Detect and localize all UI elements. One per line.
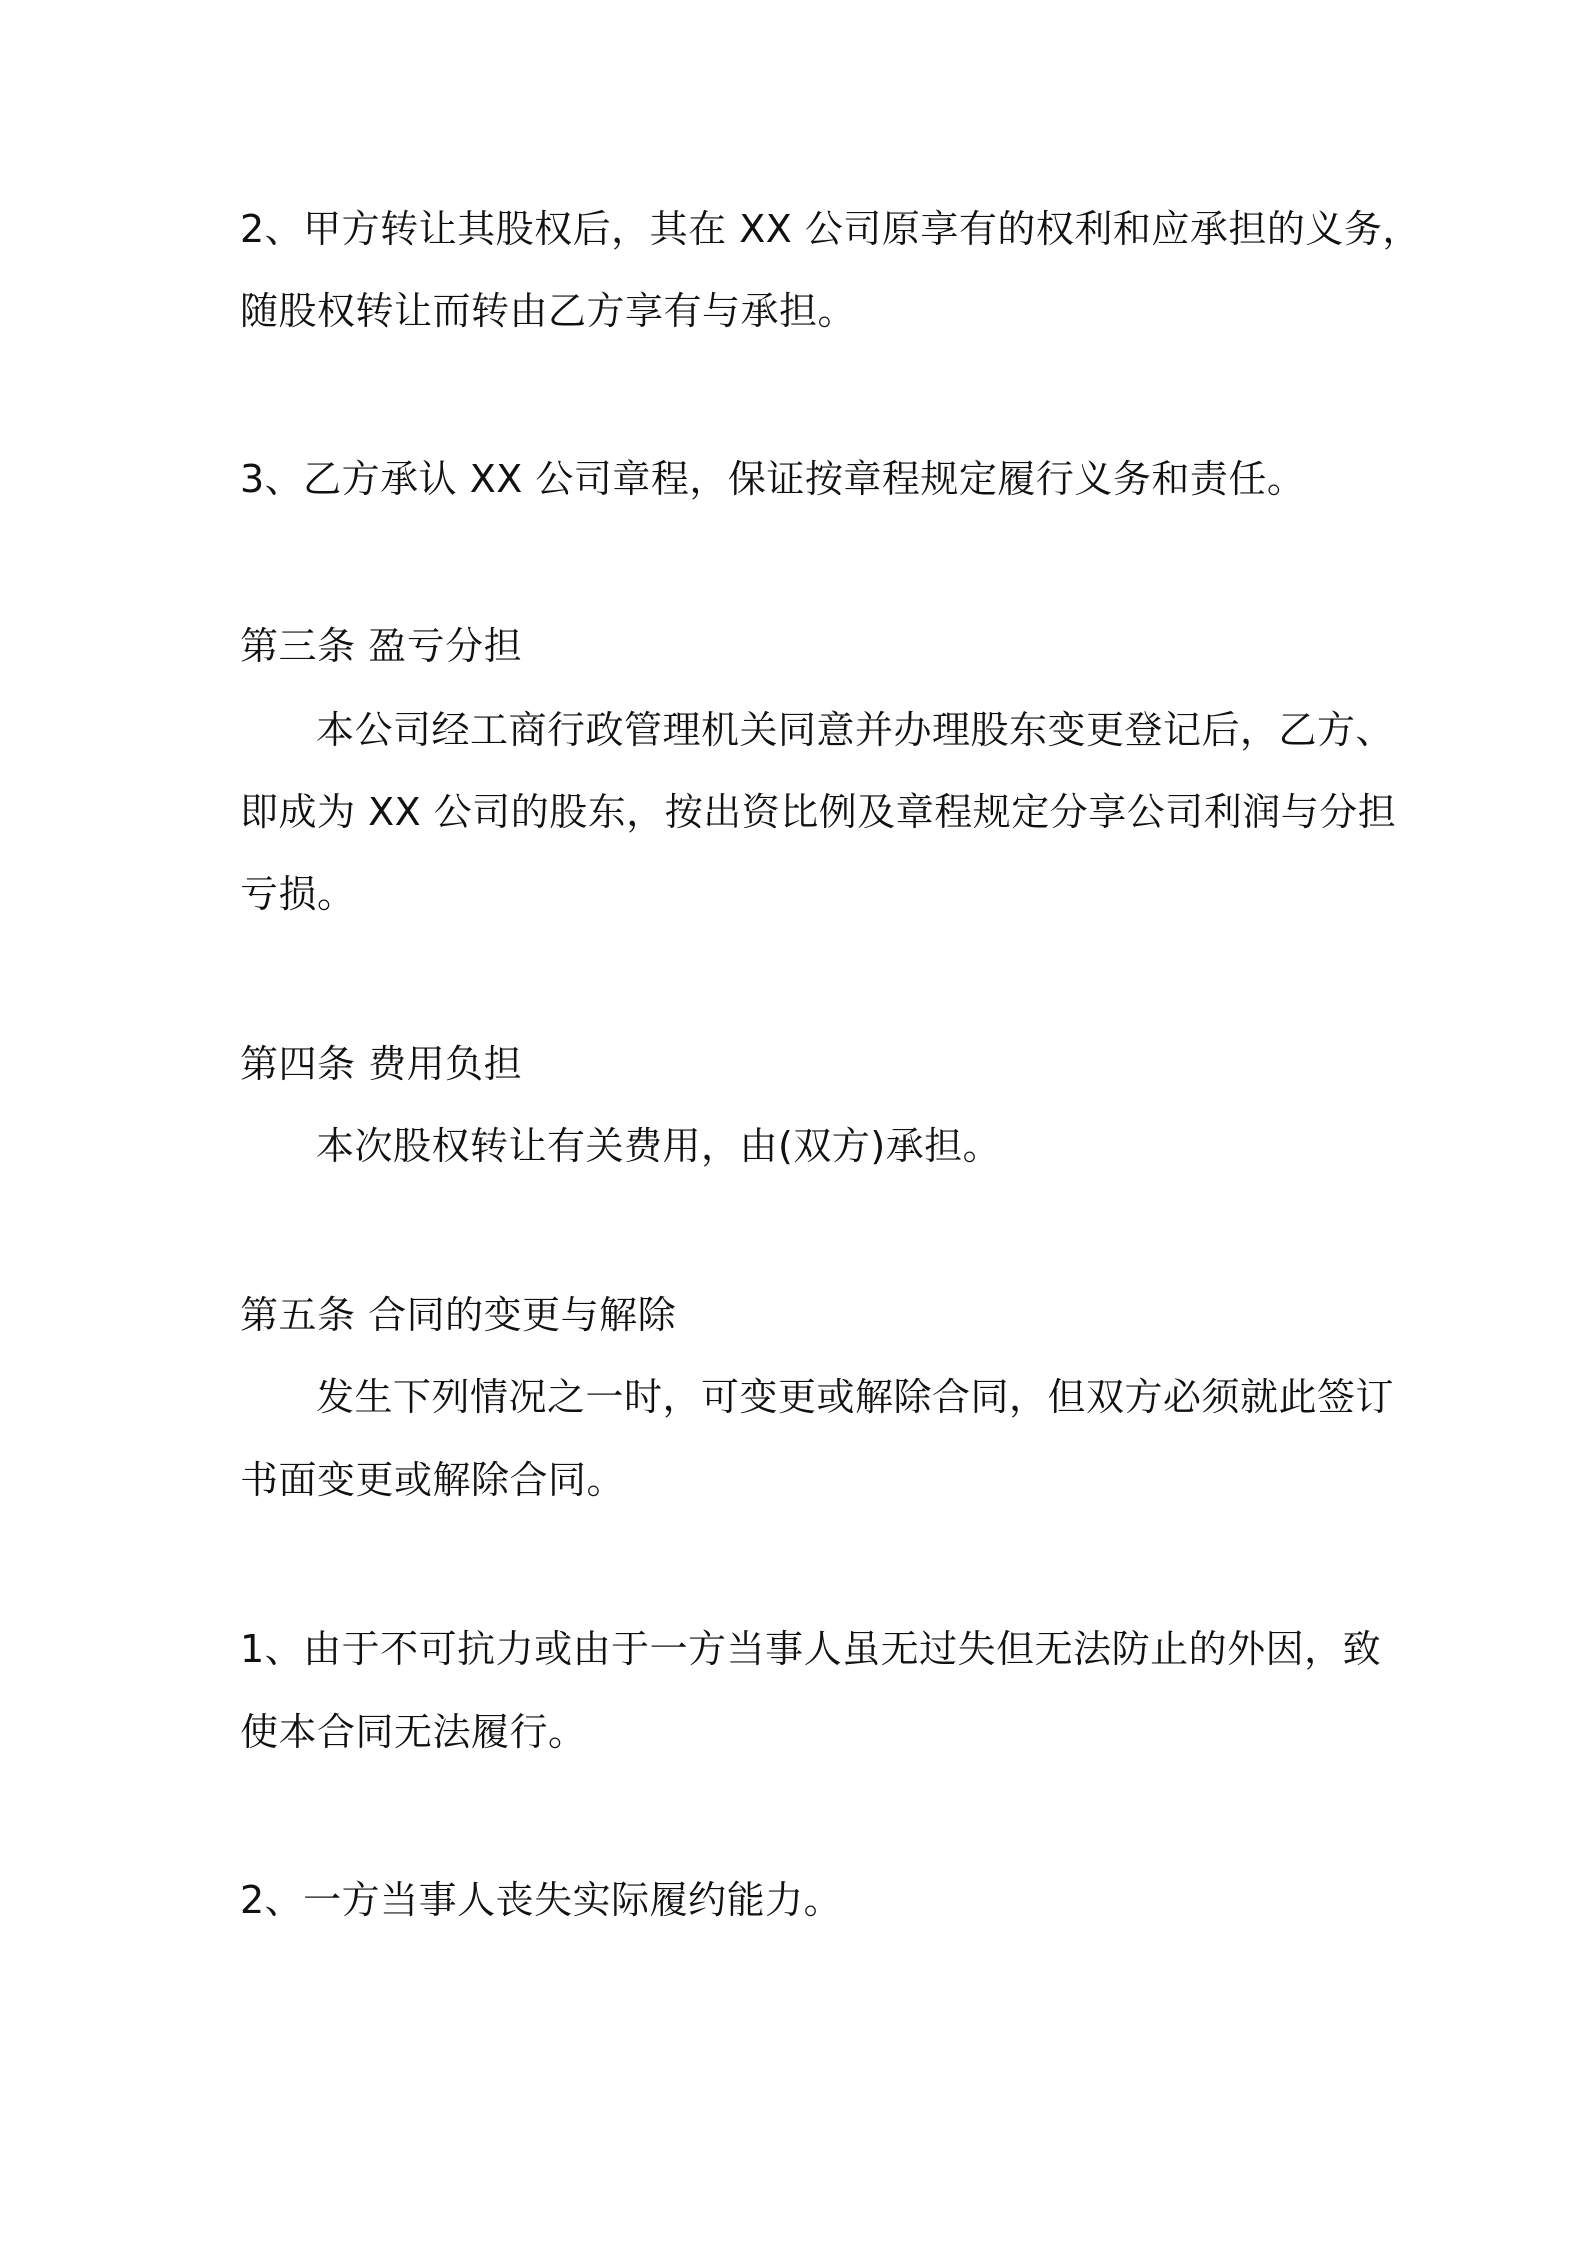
article-3-line-2: 即成为 XX 公司的股东，按出资比例及章程规定分享公司利润与分担: [240, 790, 1397, 834]
article-5-heading: 第五条 合同的变更与解除: [240, 1293, 677, 1337]
article-4-line-1: 本次股权转让有关费用，由(双方)承担。: [316, 1124, 1002, 1168]
article-5-line-2: 书面变更或解除合同。: [240, 1458, 626, 1502]
article-5-item-1-line-1: 1、由于不可抗力或由于一方当事人虽无过失但无法防止的外因，致: [240, 1627, 1382, 1671]
article-5-item-2: 2、一方当事人丧失实际履约能力。: [240, 1878, 843, 1922]
article-4-heading: 第四条 费用负担: [240, 1042, 523, 1086]
article-3-heading: 第三条 盈亏分担: [240, 624, 523, 668]
article-3-line-1: 本公司经工商行政管理机关同意并办理股东变更登记后，乙方、: [316, 708, 1395, 752]
item-3: 3、乙方承认 XX 公司章程，保证按章程规定履行义务和责任。: [240, 457, 1306, 501]
article-3-line-3: 亏损。: [240, 872, 356, 916]
item-2-line-2: 随股权转让而转由乙方享有与承担。: [240, 289, 857, 333]
article-5-item-1-line-2: 使本合同无法履行。: [240, 1710, 587, 1754]
article-5-line-1: 发生下列情况之一时，可变更或解除合同，但双方必须就此签订: [316, 1375, 1395, 1419]
item-2-line-1: 2、甲方转让其股权后，其在 XX 公司原享有的权利和应承担的义务，: [240, 207, 1421, 251]
